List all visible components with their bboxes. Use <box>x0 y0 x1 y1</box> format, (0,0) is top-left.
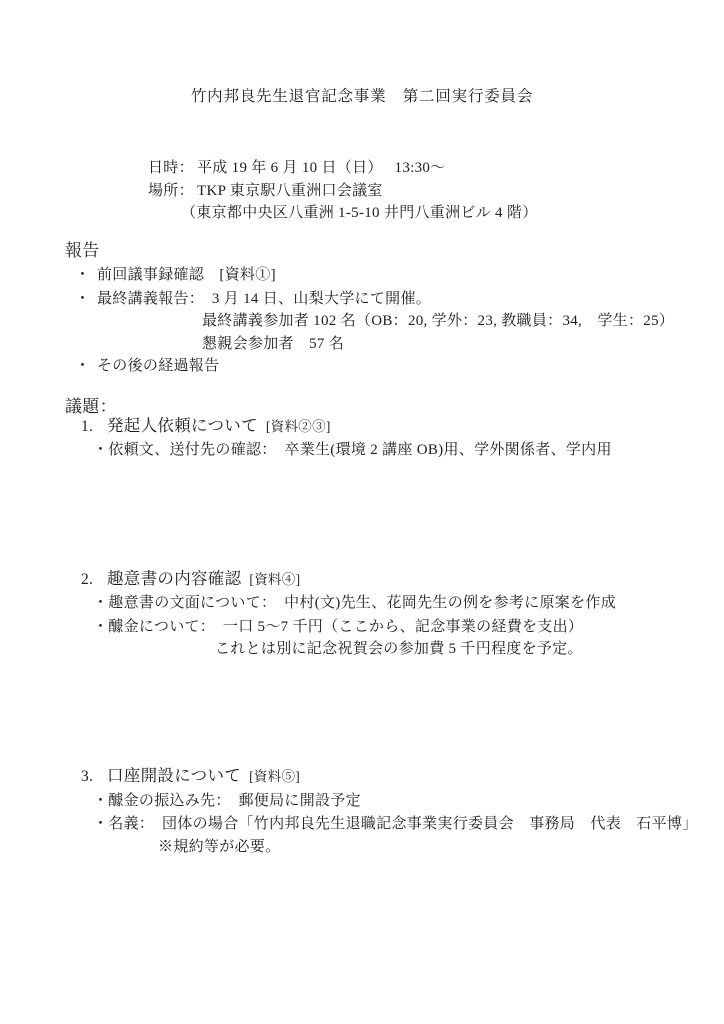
report-item-text: 前回議事録確認 [資料①] <box>97 267 276 283</box>
datetime-label: 日時： <box>148 160 194 176</box>
agenda-item-3-title: 口座開設について <box>107 766 242 785</box>
agenda-item-1-title: 発起人依頼について <box>107 416 258 435</box>
report-item <box>75 289 431 309</box>
agenda-item-2-detail: ・趣意書の文面について： 中村(文)先生、花岡先生の例を参考に原案を作成 <box>93 595 616 611</box>
bullet-marker: ・ <box>75 267 91 283</box>
meeting-title: 竹内邦良先生退官記念事業 第二回実行委員会 <box>190 88 534 105</box>
report-item-subline: 懇親会参加者 57 名 <box>202 336 345 352</box>
agenda-item-2-title: 趣意書の内容確認 <box>107 569 242 588</box>
agenda-item-3-number: 3. <box>81 768 94 785</box>
datetime-line <box>148 158 446 178</box>
agenda-item-3-continuation: ※規約等が必要。 <box>158 839 281 855</box>
agenda-item-3-ref: [資料⑤] <box>249 769 301 784</box>
venue-value: TKP 東京駅八重洲口会議室 <box>197 183 383 199</box>
agenda-item-1-ref: [資料②③] <box>265 419 331 434</box>
bullet-marker: ・ <box>75 358 91 374</box>
agenda-item-2-continuation: これとは別に記念祝賀会の参加費 5 千円程度を予定。 <box>215 641 583 657</box>
agenda-item-2-number: 2. <box>81 571 94 588</box>
report-item <box>75 265 276 285</box>
report-heading: 報告 <box>65 241 100 260</box>
venue-line <box>148 181 383 201</box>
agenda-item-1-heading <box>81 416 331 437</box>
agenda-item-3-detail: ・醵金の振込み先： 郵便局に開設予定 <box>93 793 361 809</box>
report-item-text: その後の経過報告 <box>97 358 220 374</box>
venue-label: 場所： <box>148 183 194 199</box>
agenda-item-2-heading <box>81 569 300 590</box>
agenda-item-1-detail: ・依頼文、送付先の確認： 卒業生(環境 2 講座 OB)用、学外関係者、学内用 <box>93 442 612 458</box>
agenda-item-2-ref: [資料④] <box>249 572 301 587</box>
report-item <box>75 356 219 376</box>
datetime-value: 平成 19 年 6 月 10 日（日） 13:30～ <box>197 160 446 176</box>
agenda-item-3-heading <box>81 766 300 787</box>
report-item-text: 最終講義報告： 3 月 14 日、山梨大学にて開催。 <box>97 291 432 307</box>
bullet-marker: ・ <box>75 291 91 307</box>
venue-address-line: （東京都中央区八重洲 1-5-10 井門八重洲ビル 4 階） <box>181 205 538 221</box>
agenda-item-2-detail: ・醵金について： 一口 5～7 千円（ここから、記念事業の経費を支出） <box>93 619 584 635</box>
report-item-subline: 最終講義参加者 102 名（OB：20, 学外：23, 教職員：34, 学生：25） <box>202 313 675 329</box>
agenda-item-1-number: 1. <box>81 418 94 435</box>
agenda-item-3-detail: ・名義： 団体の場合「竹内邦良先生退職記念事業実行委員会 事務局 代表 石平博」 <box>93 816 698 832</box>
agenda-heading: 議題： <box>65 397 117 416</box>
